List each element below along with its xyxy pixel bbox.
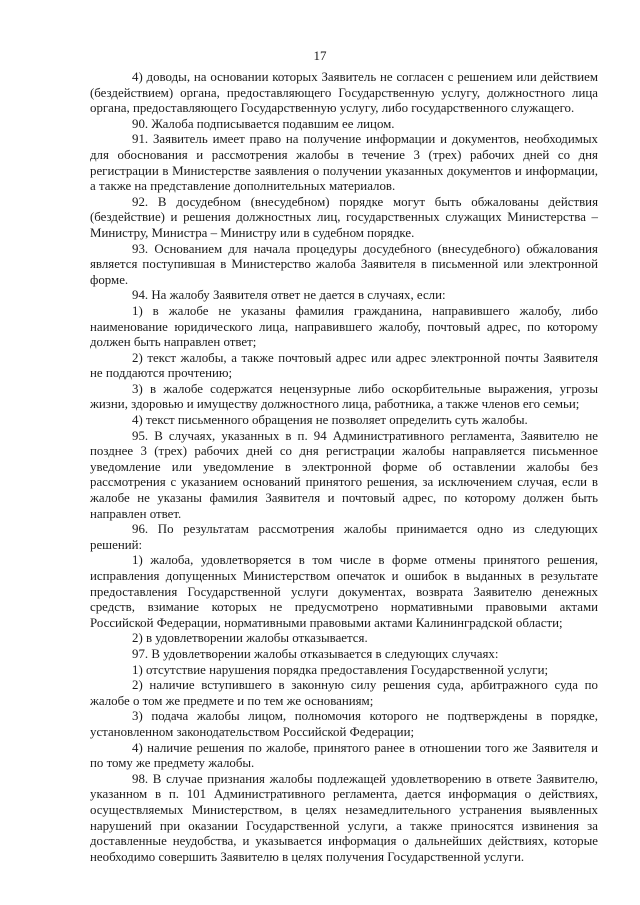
paragraph-90: 90. Жалоба подписывается подавшим ее лицом. — [132, 116, 395, 131]
page-number: 17 — [313, 48, 327, 63]
paragraph-96-item-1: 1) жалоба, удовлетворяется в том числе в форме отмены принятого решения, исправления допущенных Министерством опечаток и ошибок в выданных в результате предоставления Государственной услуги документах, возврата Заявителю денежных средств, взимание которых не предусмотрено нормативными правовыми актами Российской Федерации, нормативными правовыми актами Калининградской области; — [90, 553, 598, 630]
paragraph-95: 95. В случаях, указанных в п. 94 Административного регламента, Заявителю не позднее 3 (трех) рабочих дней со дня регистрации жалобы направляется письменное уведомление или уведомление в электронной форме об оставлении жалобы без рассмотрения с указанием оснований принятого решения, за исключением случая, если в жалобе не указаны фамилия Заявителя и почтовый адрес, по которому должен быть направлен ответ. — [90, 428, 598, 521]
paragraph-97-item-1: 1) отсутствие нарушения порядка предоставления Государственной услуги; — [132, 662, 549, 677]
paragraph-94: 94. На жалобу Заявителя ответ не дается в случаях, если: — [132, 288, 446, 303]
paragraph-94-item-3: 3) в жалобе содержатся нецензурные либо оскорбительные выражения, угрозы жизни, здоровью и имуществу должностного лица, работника, а также членов его семьи; — [90, 381, 598, 412]
paragraph-93: 93. Основанием для начала процедуры досудебного (внесудебного) обжалования является поступившая в Министерство жалоба Заявителя в письменной или электронной форме. — [90, 241, 598, 287]
paragraph-96-item-2: 2) в удовлетворении жалобы отказывается. — [132, 631, 368, 646]
document-body — [90, 70, 598, 865]
paragraph-96: 96. По результатам рассмотрения жалобы принимается одно из следующих решений: — [90, 522, 598, 552]
paragraph-97-item-3: 3) подача жалобы лицом, полномочия которого не подтверждены в порядке, установленном законодательством Российской Федерации; — [90, 709, 598, 739]
paragraph-91: 91. Заявитель имеет право на получение информации и документов, необходимых для обоснования и рассмотрения жалобы в течение 3 (трех) рабочих дней со дня регистрации в Министерстве заявления о получении указанных документов и информации, а также на представление дополнительных материалов. — [90, 132, 598, 194]
paragraph-97-item-4: 4) наличие решения по жалобе, принятого ранее в отношении того же Заявителя и по тому же предмету жалобы. — [90, 740, 598, 771]
paragraph-94-item-1: 1) в жалобе не указаны фамилия гражданина, направившего жалобу, либо наименование юридического лица, направившего жалобу, почтовый адрес, по которому должен быть направлен ответ; — [90, 303, 598, 350]
paragraph-92: 92. В досудебном (внесудебном) порядке могут быть обжалованы действия (бездействие) и решения должностных лиц, государственных служащих Министерства – Министру, Министра – Министру или в судебном порядке. — [90, 194, 598, 240]
paragraph-94-item-4: 4) текст письменного обращения не позволяет определить суть жалобы. — [132, 413, 528, 428]
paragraph-94-item-2: 2) текст жалобы, а также почтовый адрес или адрес электронной почты Заявителя не поддаются прочтению; — [90, 350, 598, 381]
paragraph-97-item-2: 2) наличие вступившего в законную силу решения суда, арбитражного суда по жалобе о том же предмете и по тем же основаниям; — [90, 678, 598, 708]
paragraph-97: 97. В удовлетворении жалобы отказывается в следующих случаях: — [132, 646, 499, 661]
paragraph-item-4-arguments: 4) доводы, на основании которых Заявитель не согласен с решением или действием (бездействием) органа, предоставляющего Государственную услугу, должностного лица органа, предоставляющего Государственную услугу, либо государственного служащего. — [90, 70, 598, 116]
paragraph-98: 98. В случае признания жалобы подлежащей удовлетворению в ответе Заявителю, указанном в п. 101 Административного регламента, дается информация о действиях, осуществляемых Министерством, в целях незамедлительного устранения выявленных нарушений при оказании Государственной услуги, а также приносятся извинения за доставленные неудобства, и указывается информация о дальнейших действиях, которые необходимо совершить Заявителю в целях получения Государственной услуги. — [90, 771, 598, 864]
